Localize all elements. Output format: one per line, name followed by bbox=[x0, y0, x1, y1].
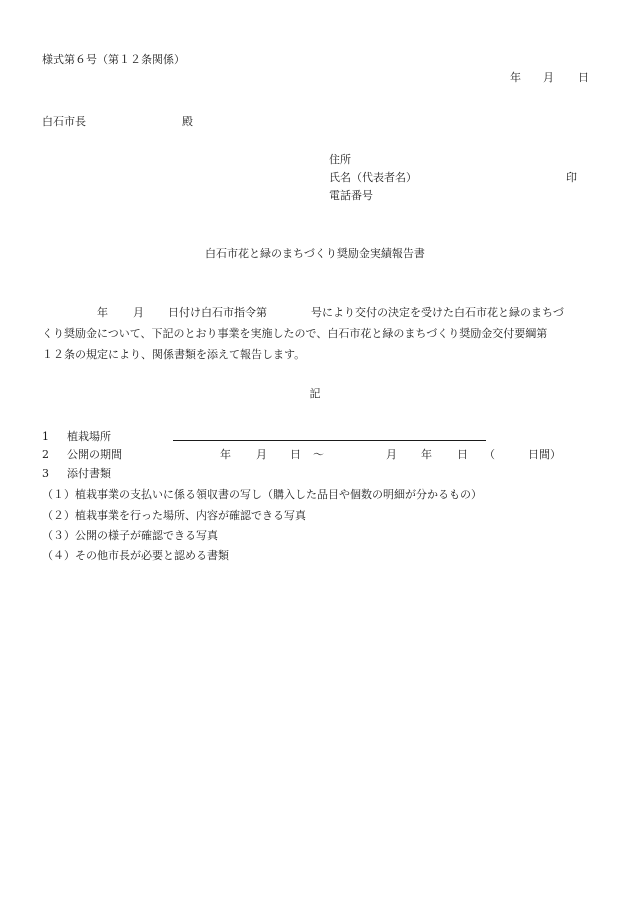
period-start-year: 年 bbox=[220, 448, 231, 461]
item-1-number: 1 bbox=[42, 430, 49, 443]
period-start-month: 月 bbox=[256, 448, 267, 461]
body-month: 月 bbox=[133, 306, 144, 319]
attachment-item-1: （１）植栽事業の支払いに係る領収書の写し（購入した品目や個数の明細が分かるもの） bbox=[42, 488, 482, 501]
period-days: 日間） bbox=[528, 448, 561, 461]
body-line1-rest: 号により交付の決定を受けた白石市花と緑のまちづ bbox=[311, 306, 564, 319]
form-number: 様式第６号（第１２条関係） bbox=[42, 53, 185, 66]
seal-mark: 印 bbox=[566, 171, 577, 184]
applicant-address-label: 住所 bbox=[329, 153, 351, 166]
period-end-day: 日 bbox=[457, 448, 468, 461]
date-year: 年 bbox=[510, 71, 521, 84]
period-start-day: 日 bbox=[290, 448, 301, 461]
date-month: 月 bbox=[543, 71, 554, 84]
body-year: 年 bbox=[97, 306, 108, 319]
period-end-year: 年 bbox=[421, 448, 432, 461]
attachment-item-4: （４）その他市長が必要と認める書類 bbox=[42, 549, 229, 562]
item-3-label: 添付書類 bbox=[67, 467, 111, 480]
item-3-number: 3 bbox=[42, 467, 49, 480]
ki-heading: 記 bbox=[309, 387, 321, 400]
applicant-name-label: 氏名（代表者名） bbox=[329, 171, 417, 184]
body-line2: くり奨励金について、下記のとおり事業を実施したので、白石市花と緑のまちづくり奨励金交付要綱第 bbox=[42, 327, 548, 340]
period-tilde: ～ bbox=[313, 448, 324, 461]
date-day: 日 bbox=[578, 71, 589, 84]
planting-site-field[interactable] bbox=[173, 440, 486, 441]
item-2-label: 公開の期間 bbox=[67, 448, 122, 461]
attachment-item-3: （３）公開の様子が確認できる写真 bbox=[42, 529, 218, 542]
period-end-month: 月 bbox=[386, 448, 397, 461]
addressee-honorific: 殿 bbox=[182, 115, 193, 128]
document-title: 白石市花と緑のまちづくり奨励金実績報告書 bbox=[205, 247, 425, 260]
applicant-phone-label: 電話番号 bbox=[329, 189, 373, 202]
addressee-name: 白石市長 bbox=[42, 115, 86, 128]
body-line3: １２条の規定により、関係書類を添えて報告します。 bbox=[42, 348, 306, 361]
period-open-paren: （ bbox=[484, 448, 495, 461]
attachment-item-2: （２）植栽事業を行った場所、内容が確認できる写真 bbox=[42, 509, 306, 522]
item-1-label: 植栽場所 bbox=[67, 430, 111, 443]
body-dated-directive: 日付け白石市指令第 bbox=[168, 306, 267, 319]
item-2-number: 2 bbox=[42, 448, 49, 461]
